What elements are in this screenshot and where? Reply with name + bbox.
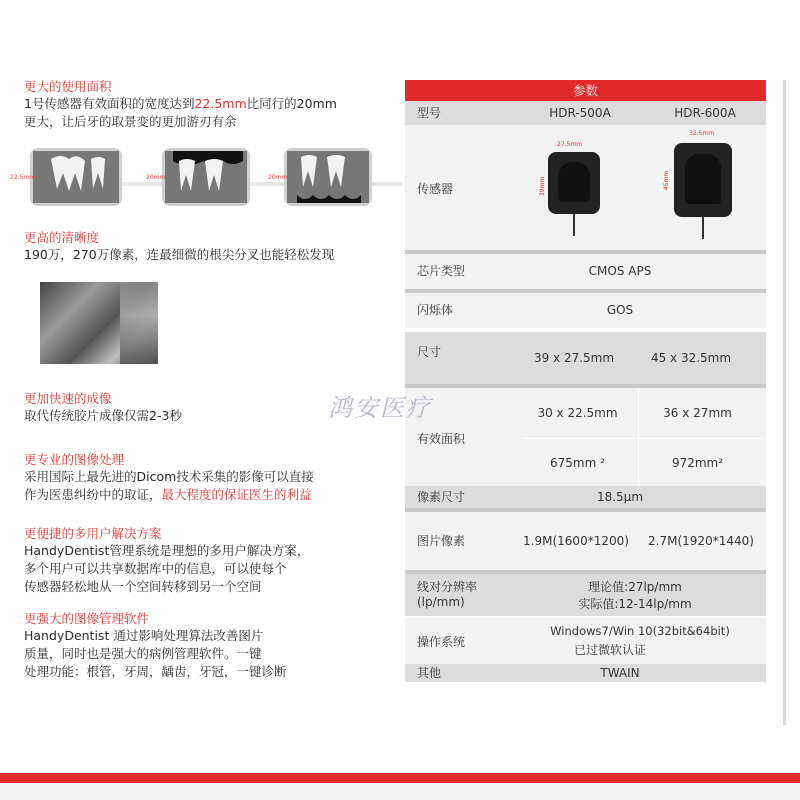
- feature-title: 更强大的图像管理软件: [24, 611, 150, 626]
- sensor-b-width: 32.5mm: [689, 130, 715, 137]
- pixel-value: 18.5μm: [596, 490, 644, 504]
- row-label: 操作系统: [417, 635, 466, 649]
- sensor-a-image: [548, 152, 600, 214]
- res-theoretical: 理论值:27lp/mm: [588, 580, 682, 594]
- row-label: 闪烁体: [417, 303, 454, 317]
- feature-larger-area: [24, 78, 394, 131]
- model-a: HDR-500A: [549, 106, 611, 120]
- feature-text: 质量，同时也是强大的病例管理软件。一键: [24, 646, 262, 661]
- img-b: 2.7M(1920*1440): [648, 534, 754, 548]
- footer-grey-band: [0, 783, 800, 800]
- feature-image-software: [24, 610, 394, 681]
- teeth-comparison-illustration: [10, 148, 402, 210]
- os-value: Windows7/Win 10(32bit&64bit): [550, 624, 730, 638]
- sensor-b-cable: [702, 217, 704, 239]
- row-other: [405, 664, 766, 682]
- sensor-a-width: 27.5mm: [557, 141, 583, 148]
- img-a: 1.9M(1600*1200): [523, 534, 629, 548]
- area-b: 36 x 27mm: [663, 406, 732, 420]
- sensor-tooth-image: [162, 148, 250, 206]
- size-a: 39 x 27.5mm: [533, 351, 615, 365]
- width-label: 20mm: [146, 174, 166, 181]
- feature-text: 采用国际上最先进的Dicom技术采集的影像可以直接: [24, 469, 314, 484]
- feature-title: 更便捷的多用户解决方案: [24, 526, 162, 541]
- sensor-a-cable: [573, 214, 575, 236]
- sensor-b-height: 45mm: [663, 170, 671, 191]
- feature-text: HandyDentist 通过影响处理算法改善图片: [24, 628, 264, 643]
- row-scintillator: [405, 293, 766, 328]
- row-label: 其他: [417, 666, 442, 680]
- feature-text: 更大，让后牙的取景变的更加游刃有余: [24, 114, 237, 129]
- row-image-pixels: [405, 512, 766, 570]
- os-certified: 已过微软认证: [573, 643, 646, 657]
- feature-text: 作为医患纠纷中的取证，最大程度的保证医生的利益: [24, 487, 312, 502]
- other-value: TWAIN: [600, 666, 640, 680]
- row-resolution: [405, 574, 766, 616]
- row-chip: [405, 254, 766, 289]
- chip-value: CMOS APS: [588, 264, 652, 278]
- row-effective-area: [405, 388, 766, 486]
- row-os: [405, 618, 766, 664]
- sensor-tooth-image: [284, 148, 372, 206]
- xray-image-overlay: [120, 282, 158, 364]
- feature-text: 多个用户可以共享数据库中的信息，可以使每个: [24, 561, 287, 576]
- feature-title: 更大的使用面积: [24, 79, 112, 94]
- row-model: [405, 101, 766, 125]
- sensor-a-height: 39mm: [539, 176, 547, 197]
- area-column-divider: [638, 388, 639, 486]
- row-label: 线对分辨率: [417, 580, 478, 594]
- sensor-b-image: [674, 143, 732, 217]
- sensor-tooth-image: [30, 148, 122, 206]
- model-b: HDR-600A: [674, 106, 736, 120]
- feature-text: HandyDentist管理系统是理想的多用户解决方案，: [24, 543, 310, 558]
- row-label: 芯片类型: [417, 264, 466, 278]
- area-a: 30 x 22.5mm: [537, 406, 618, 420]
- spec-table-header: 参数: [405, 80, 766, 101]
- area-inner-divider: [523, 438, 763, 439]
- feature-title: 更高的清晰度: [24, 230, 100, 245]
- feature-title: 更专业的图像处理: [24, 452, 125, 467]
- feature-text: 处理功能：根管，牙周，龋齿，牙冠，一键诊断: [24, 664, 287, 679]
- size-b: 45 x 32.5mm: [650, 351, 732, 365]
- res-actual: 实际值:12-14lp/mm: [578, 597, 692, 611]
- row-label-unit: (lp/mm): [417, 595, 465, 609]
- footer-red-band: [0, 773, 800, 783]
- feature-title: 更加快速的成像: [24, 391, 112, 406]
- spec-table: [405, 80, 766, 680]
- area-b-total: 972mm²: [671, 456, 724, 470]
- row-label: 传感器: [417, 182, 454, 196]
- row-size: [405, 332, 766, 384]
- row-label: 像素尺寸: [417, 490, 466, 504]
- watermark: 鸿安医疗: [328, 394, 432, 422]
- feature-image-processing: [24, 451, 394, 504]
- area-a-total: 675mm ²: [550, 456, 605, 470]
- scint-value: GOS: [606, 303, 634, 317]
- feature-text: 1号传感器有效面积的宽度达到22.5mm比同行的20mm: [24, 96, 337, 111]
- feature-text: 传感器轻松地从一个空间转移到另一个空间: [24, 579, 262, 594]
- right-edge-bar: [783, 80, 786, 725]
- feature-clarity: [24, 229, 394, 264]
- feature-text: 190万，270万像素，连最细微的根尖分叉也能轻松发现: [24, 247, 335, 262]
- row-label: 尺寸: [417, 345, 442, 359]
- row-sensor: [405, 125, 766, 250]
- feature-multi-user: [24, 525, 394, 596]
- width-label: 22.5mm: [10, 174, 36, 181]
- width-label: 20mm: [268, 174, 288, 181]
- row-pixel-size: [405, 486, 766, 508]
- row-label: 图片像素: [417, 534, 466, 548]
- feature-text: 取代传统胶片成像仅需2-3秒: [24, 408, 182, 423]
- row-label: 有效面积: [417, 432, 466, 446]
- row-label: 型号: [417, 106, 442, 120]
